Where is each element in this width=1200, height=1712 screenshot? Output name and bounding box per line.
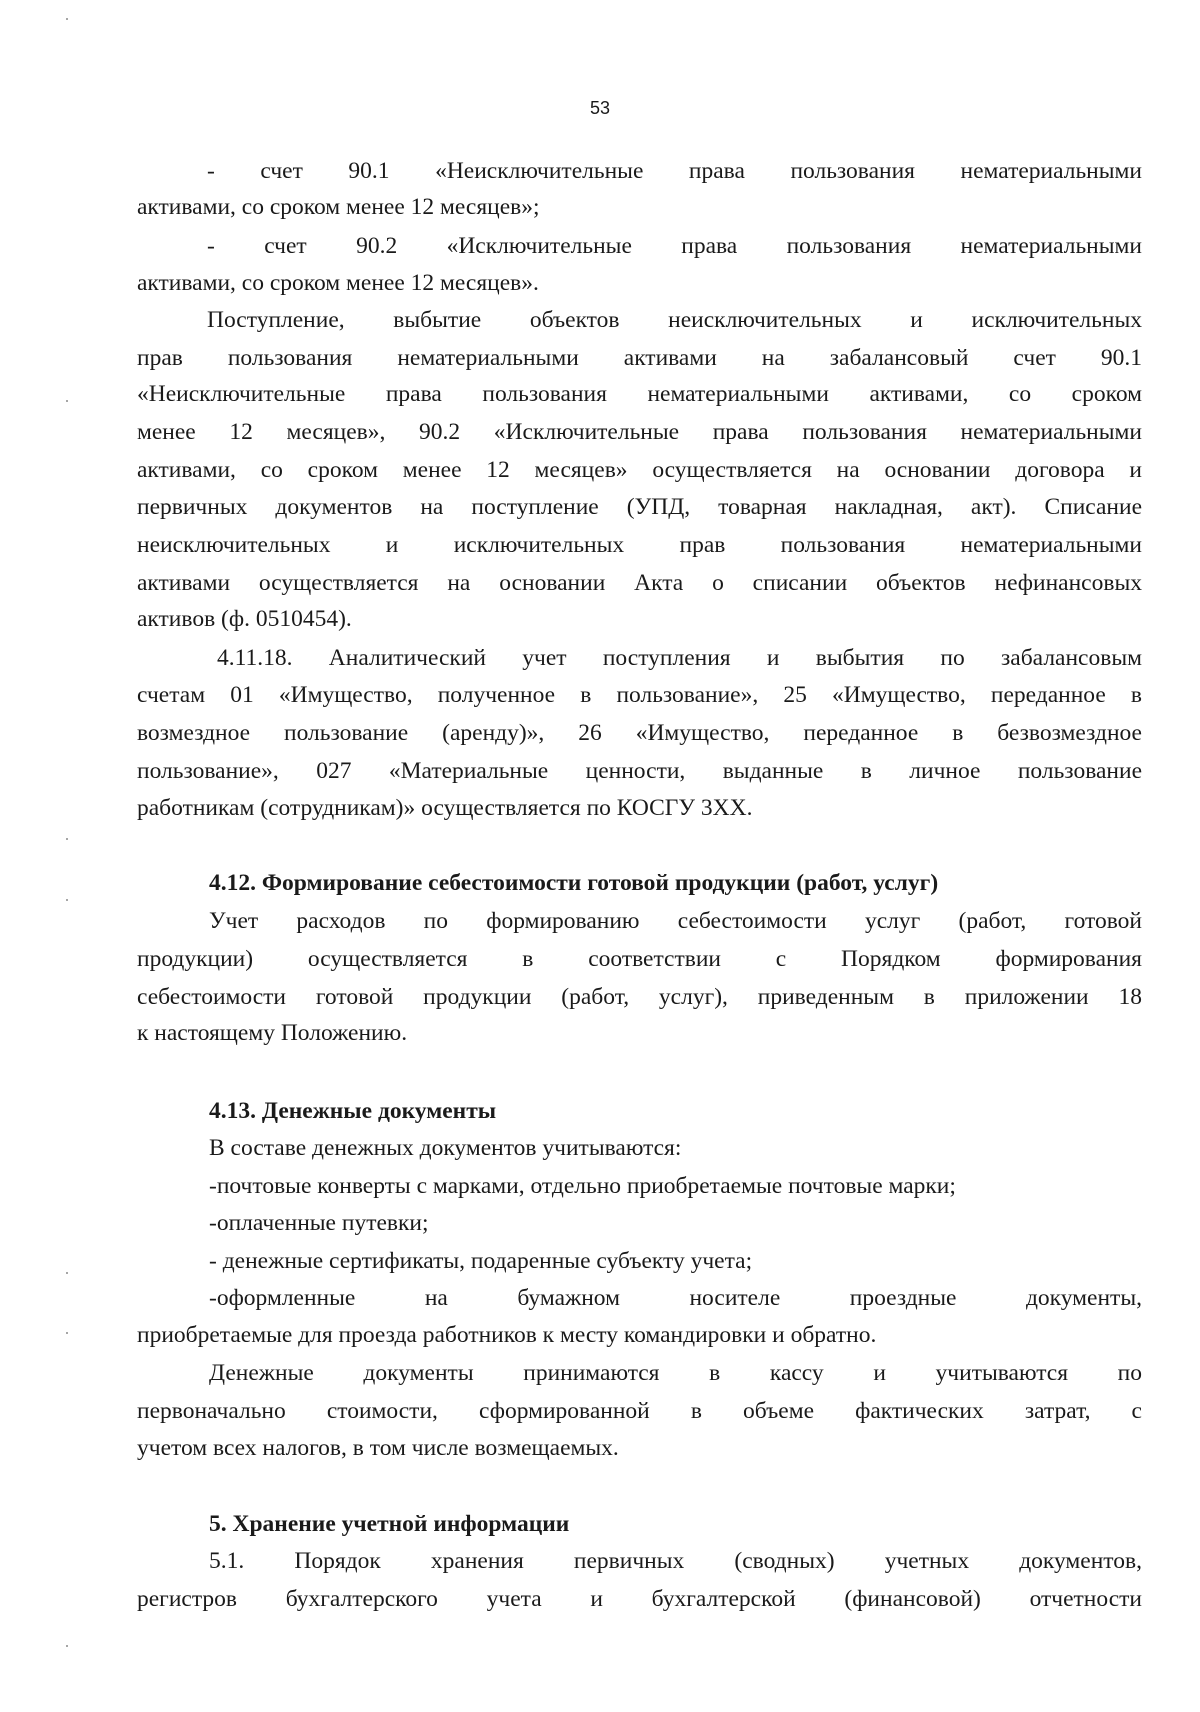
text-line: Учет расходов по формированию себестоимости услуг (работ, готовой bbox=[209, 908, 1142, 934]
text-line: приобретаемые для проезда работников к месту командировки и обратно. bbox=[137, 1322, 877, 1348]
page-number: 53 bbox=[589, 98, 611, 118]
text-line: счетам 01 «Имущество, полученное в пользование», 25 «Имущество, переданное в bbox=[137, 682, 1142, 708]
text-line: 4.11.18. Аналитический учет поступления и выбытия по забалансовым bbox=[217, 645, 1142, 671]
text-line: В составе денежных документов учитываются: bbox=[209, 1135, 682, 1161]
text-line: 5.1. Порядок хранения первичных (сводных) учетных документов, bbox=[209, 1548, 1142, 1574]
text-line: Денежные документы принимаются в кассу и учитываются по bbox=[209, 1360, 1142, 1386]
text-line: возмездное пользование (аренду)», 26 «Имущество, переданное в безвозмездное bbox=[137, 720, 1142, 746]
text-line: менее 12 месяцев», 90.2 «Исключительные права пользования нематериальными bbox=[137, 419, 1142, 445]
text-line: -почтовые конверты с марками, отдельно приобретаемые почтовые марки; bbox=[209, 1173, 956, 1199]
text-line: прав пользования нематериальными активами на забалансовый счет 90.1 bbox=[137, 345, 1142, 371]
text-line: активов (ф. 0510454). bbox=[137, 606, 352, 632]
text-line: активами, со сроком менее 12 месяцев» осуществляется на основании договора и bbox=[137, 457, 1142, 483]
text-line: к настоящему Положению. bbox=[137, 1020, 408, 1046]
text-line: активами осуществляется на основании Акта о списании объектов нефинансовых bbox=[137, 570, 1142, 596]
text-line: учетом всех налогов, в том числе возмещаемых. bbox=[137, 1435, 619, 1461]
text-line: регистров бухгалтерского учета и бухгалтерской (финансовой) отчетности bbox=[137, 1586, 1142, 1612]
section-heading: 4.12. Формирование себестоимости готовой продукции (работ, услуг) bbox=[209, 870, 939, 896]
text-line: Поступление, выбытие объектов неисключительных и исключительных bbox=[207, 307, 1142, 333]
text-line: себестоимости готовой продукции (работ, услуг), приведенным в приложении 18 bbox=[137, 984, 1142, 1010]
section-heading: 5. Хранение учетной информации bbox=[209, 1511, 570, 1537]
section-heading: 4.13. Денежные документы bbox=[209, 1098, 497, 1124]
text-line: -оплаченные путевки; bbox=[209, 1210, 429, 1236]
text-line: -оформленные на бумажном носителе проездные документы, bbox=[209, 1285, 1142, 1311]
text-line: первичных документов на поступление (УПД, товарная накладная, акт). Списание bbox=[137, 494, 1142, 520]
scan-speck bbox=[66, 18, 68, 20]
text-line: продукции) осуществляется в соответствии с Порядком формирования bbox=[137, 946, 1142, 972]
text-line: первоначально стоимости, сформированной в объеме фактических затрат, с bbox=[137, 1398, 1142, 1424]
scan-speck bbox=[66, 838, 68, 840]
text-line: - счет 90.1 «Неисключительные права пользования нематериальными bbox=[207, 158, 1142, 184]
scan-speck bbox=[66, 1332, 68, 1334]
scan-speck bbox=[66, 1272, 68, 1274]
text-line: неисключительных и исключительных прав пользования нематериальными bbox=[137, 532, 1142, 558]
scan-speck bbox=[66, 1645, 68, 1647]
text-line: активами, со сроком менее 12 месяцев»; bbox=[137, 194, 540, 220]
text-line: - счет 90.2 «Исключительные права пользования нематериальными bbox=[207, 233, 1142, 259]
scan-speck bbox=[66, 400, 68, 402]
scan-speck bbox=[66, 899, 68, 901]
text-line: работникам (сотрудникам)» осуществляется по КОСГУ 3ХХ. bbox=[137, 795, 753, 821]
text-line: пользование», 027 «Материальные ценности, выданные в личное пользование bbox=[137, 758, 1142, 784]
text-line: активами, со сроком менее 12 месяцев». bbox=[137, 270, 539, 296]
text-line: - денежные сертификаты, подаренные субъекту учета; bbox=[209, 1248, 753, 1274]
text-line: «Неисключительные права пользования нематериальными активами, со сроком bbox=[137, 381, 1142, 407]
